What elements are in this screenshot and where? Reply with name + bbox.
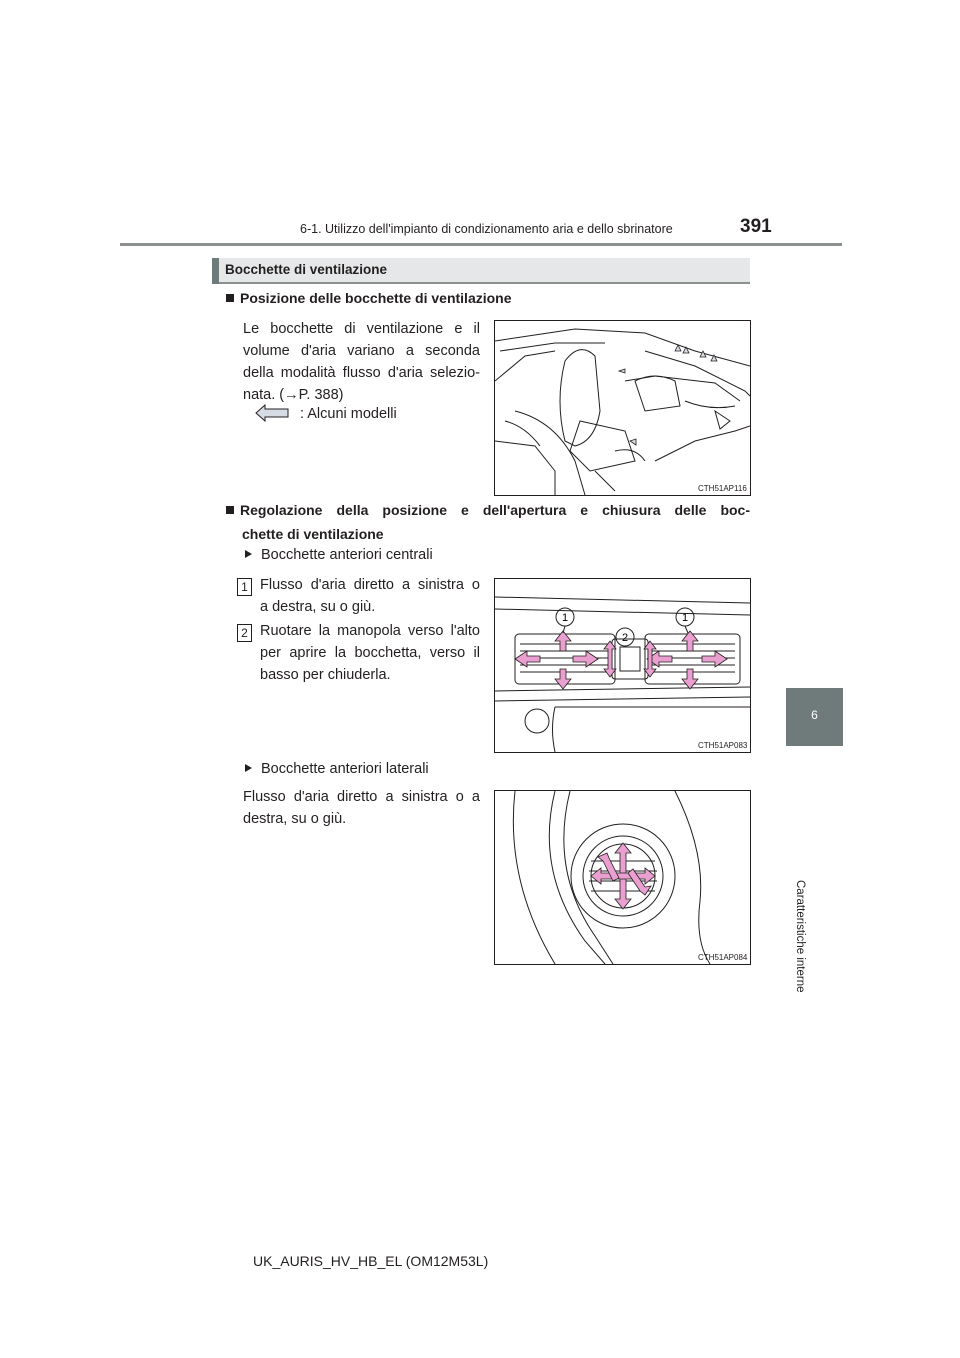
square-bullet-icon bbox=[226, 294, 234, 302]
bullet-side-vents bbox=[245, 758, 429, 780]
text-line: Ruotare la manopola verso l'alto bbox=[260, 623, 480, 639]
page-number: 391 bbox=[740, 216, 772, 237]
center-vents-illustration bbox=[495, 579, 750, 752]
text-line: per aprire la bocchetta, verso il bbox=[260, 645, 480, 661]
subheading-position bbox=[226, 286, 756, 310]
side-vents-text bbox=[243, 786, 480, 830]
item2-text bbox=[260, 620, 480, 686]
section-title-bar bbox=[212, 258, 750, 284]
legend-label: : Alcuni modelli bbox=[300, 406, 397, 422]
figure-code: CTH51AP083 bbox=[698, 741, 748, 750]
figure-side-vent bbox=[494, 790, 751, 965]
figure-interior bbox=[494, 320, 751, 496]
text-line: volume d'aria variano a seconda bbox=[243, 343, 480, 359]
text-line: Flusso d'aria diretto a sinistra o bbox=[260, 577, 480, 593]
header-rule bbox=[120, 243, 842, 246]
figure-code: CTH51AP116 bbox=[698, 484, 747, 493]
bullet-text: Bocchette anteriori laterali bbox=[261, 761, 429, 777]
chapter-label-container bbox=[794, 760, 826, 993]
triangle-bullet-icon bbox=[245, 550, 252, 558]
text-line: Flusso d'aria diretto a sinistra o a bbox=[243, 789, 480, 805]
subheading-text: Posizione delle bocchette di ventilazione bbox=[240, 290, 512, 306]
legend-arrow-icon bbox=[254, 403, 290, 423]
section-marker bbox=[212, 258, 219, 284]
callout-1: 1 bbox=[681, 612, 689, 624]
bullet-center-vents bbox=[245, 544, 433, 566]
chapter-label: Caratteristiche interne bbox=[794, 880, 806, 993]
callout-2: 2 bbox=[621, 632, 629, 644]
triangle-bullet-icon bbox=[245, 764, 252, 772]
section-title: Bocchette di ventilazione bbox=[225, 262, 388, 277]
text-line: della modalità flusso d'aria selezio- bbox=[243, 365, 480, 381]
figure-center-vents bbox=[494, 578, 751, 753]
document-footer: UK_AURIS_HV_HB_EL (OM12M53L) bbox=[253, 1253, 489, 1269]
text-line: destra, su o giù. bbox=[243, 811, 347, 827]
position-description bbox=[243, 318, 480, 406]
item1-text bbox=[260, 574, 480, 618]
text-line: basso per chiuderla. bbox=[260, 667, 391, 683]
number-box: 1 bbox=[237, 578, 252, 596]
square-bullet-icon bbox=[226, 506, 234, 514]
number-box: 2 bbox=[237, 624, 252, 642]
chapter-number: 6 bbox=[811, 708, 818, 722]
text-line: Le bocchette di ventilazione e il bbox=[243, 321, 480, 337]
running-header: 6-1. Utilizzo dell'impianto di condizionamento aria e dello sbrinatore bbox=[300, 222, 673, 236]
figure-code: CTH51AP084 bbox=[698, 953, 748, 962]
interior-illustration bbox=[495, 321, 750, 495]
subheading-adjustment bbox=[226, 498, 750, 546]
callout-1: 1 bbox=[561, 612, 569, 624]
subheading-text: Regolazione della posizione e dell'apertura e chiusura delle boc- bbox=[240, 502, 750, 518]
subheading-text: chette di ventilazione bbox=[242, 526, 384, 542]
side-vent-illustration bbox=[495, 791, 750, 964]
page-reference: nata. (→P. 388) bbox=[243, 387, 344, 403]
bullet-text: Bocchette anteriori centrali bbox=[261, 547, 433, 563]
text-line: a destra, su o giù. bbox=[260, 599, 376, 615]
